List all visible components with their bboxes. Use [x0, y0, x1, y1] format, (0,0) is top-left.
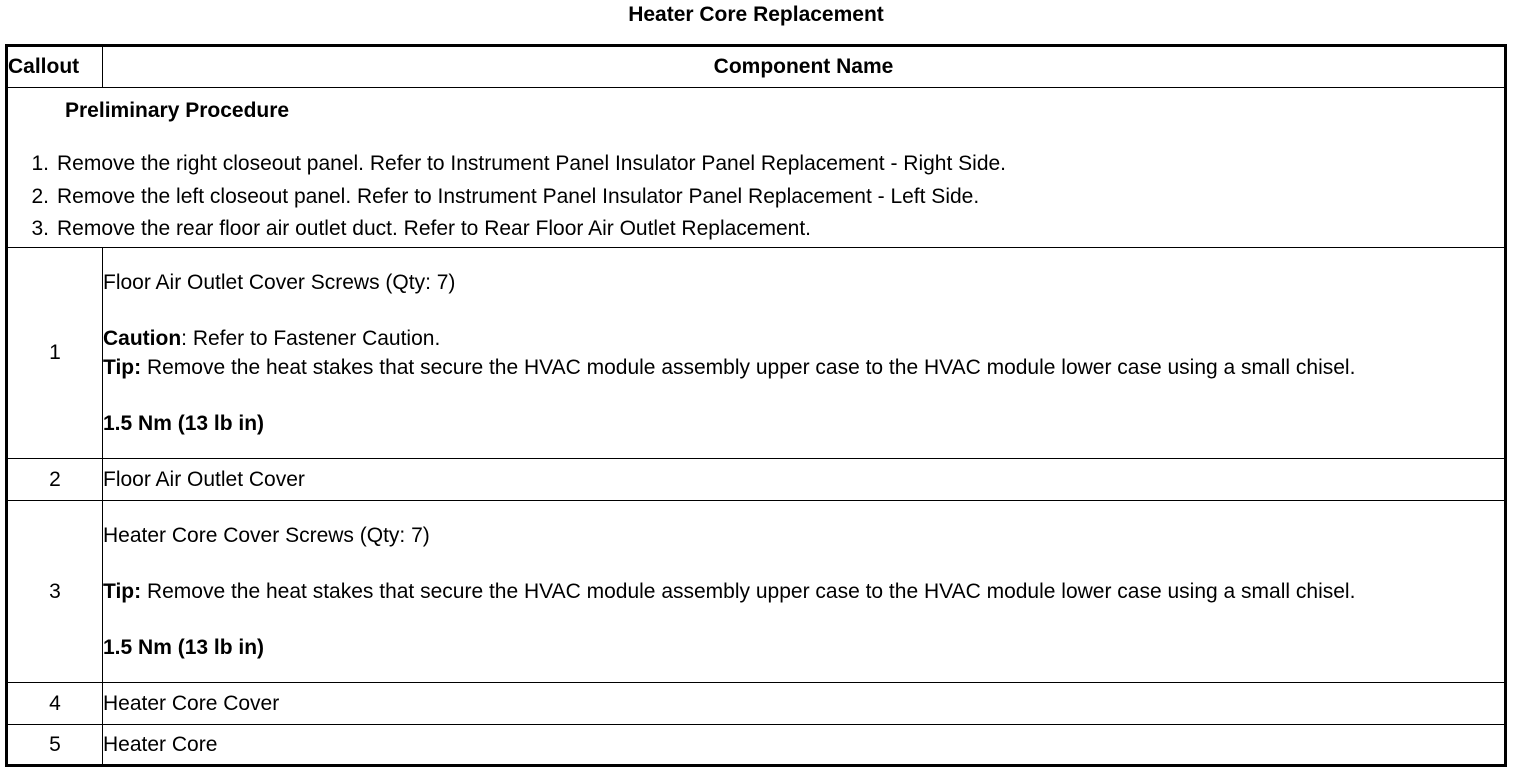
- component-name: Floor Air Outlet Cover Screws (Qty: 7): [103, 271, 456, 294]
- tip-text: Remove the heat stakes that secure the HVAC module assembly upper case to the HVAC module lower case using a small chisel.: [141, 356, 1356, 379]
- tip-label: Tip:: [103, 580, 142, 603]
- step-text: Remove the rear floor air outlet duct. Refer to Rear Floor Air Outlet Replacement.: [57, 217, 812, 241]
- table-row: [7, 459, 1506, 501]
- preliminary-steps-list: [8, 148, 1504, 246]
- torque-spec: 1.5 Nm (13 lb in): [103, 636, 265, 659]
- component-name: Heater Core Cover: [103, 683, 1506, 725]
- callout-number: 1: [7, 248, 103, 459]
- step-number: 3.: [31, 217, 49, 241]
- caution-label: Caution: [103, 327, 182, 350]
- step-text: Remove the right closeout panel. Refer to Instrument Panel Insulator Panel Replacement - Right Side.: [57, 152, 1007, 176]
- component-cell: [103, 248, 1506, 459]
- tip-label: Tip:: [103, 356, 142, 379]
- table-row: [7, 725, 1506, 766]
- torque-spec: 1.5 Nm (13 lb in): [103, 412, 265, 435]
- callout-number: 4: [7, 683, 103, 725]
- tip-note: [103, 577, 1504, 606]
- component-table: [5, 44, 1507, 767]
- caution-note: [103, 324, 1504, 353]
- callout-number: 5: [7, 725, 103, 766]
- table-row: [7, 683, 1506, 725]
- component-cell: [103, 501, 1506, 683]
- tip-text: Remove the heat stakes that secure the HVAC module assembly upper case to the HVAC module lower case using a small chisel.: [141, 580, 1356, 603]
- step-text: Remove the left closeout panel. Refer to Instrument Panel Insulator Panel Replacement - Left Side.: [57, 184, 980, 208]
- callout-number: 2: [7, 459, 103, 501]
- page-title: Heater Core Replacement: [628, 3, 884, 26]
- caution-text: : Refer to Fastener Caution.: [181, 327, 441, 350]
- table-row: [7, 501, 1506, 683]
- table-row: [7, 248, 1506, 459]
- component-name: Floor Air Outlet Cover: [103, 459, 1506, 501]
- tip-note: [103, 353, 1504, 382]
- preliminary-procedure-row: [7, 88, 1506, 248]
- preliminary-step: [8, 213, 1504, 246]
- preliminary-procedure-cell: [7, 88, 1506, 248]
- step-number: 2.: [31, 184, 49, 208]
- callout-column-header: Callout: [7, 46, 103, 88]
- callout-number: 3: [7, 501, 103, 683]
- table-header-row: [7, 46, 1506, 88]
- preliminary-step: [8, 148, 1504, 181]
- component-name: Heater Core Cover Screws (Qty: 7): [103, 524, 430, 547]
- preliminary-step: [8, 181, 1504, 214]
- component-name-column-header: Component Name: [103, 46, 1506, 88]
- component-name: Heater Core: [103, 725, 1506, 766]
- step-number: 1.: [31, 152, 49, 176]
- preliminary-procedure-title: Preliminary Procedure: [65, 99, 290, 123]
